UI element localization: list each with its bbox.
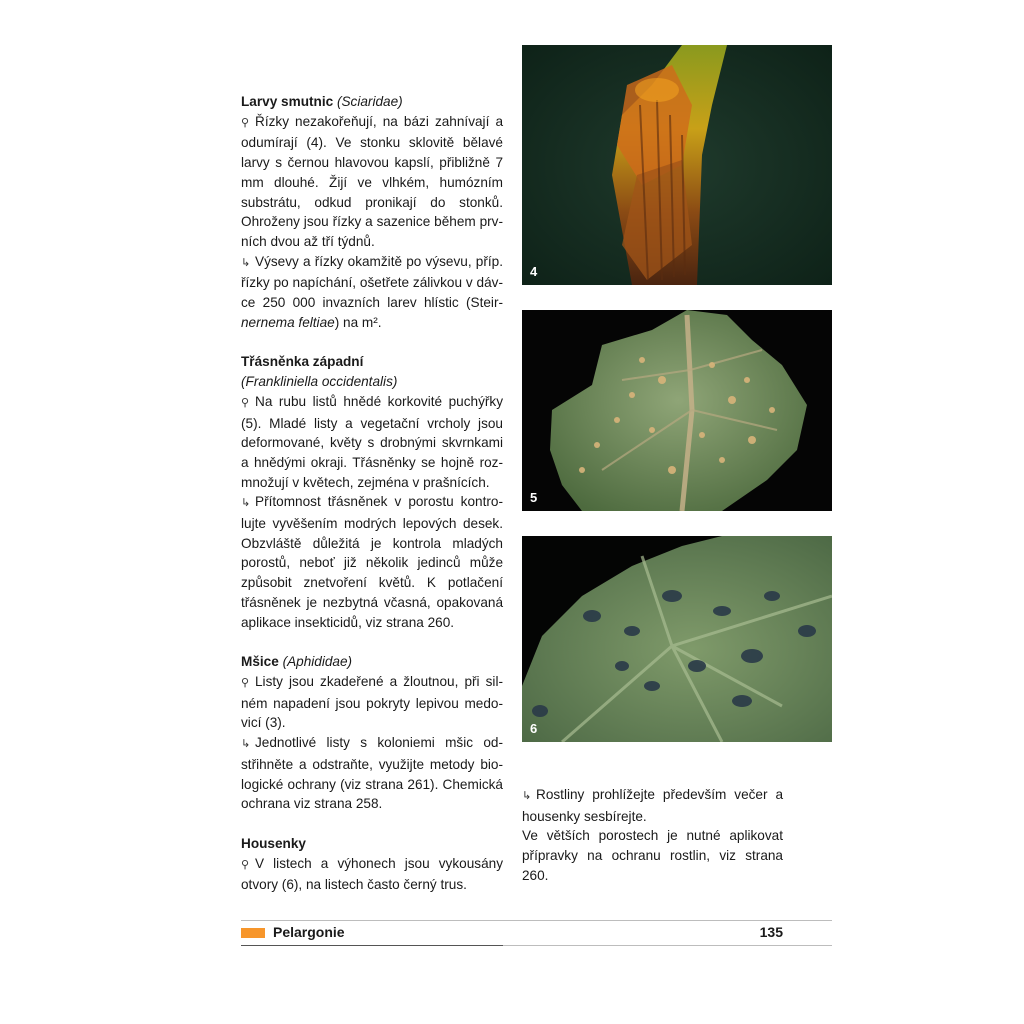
photo-number: 4 xyxy=(530,264,538,279)
remedy-paragraph: ↳ Výsevy a řízky okamžitě po výsevu, příp. řízky po napíchání, ošetřete zálivkou v dáv- ce 250 000 invazních larev hlístic (Steir-nernema feltiae) na m². xyxy=(241,253,503,330)
photo-caterpillar-leaf xyxy=(522,536,832,742)
photo-6-image xyxy=(522,536,832,742)
remedy-arrow-icon: ↳ xyxy=(241,256,251,269)
section-title: Mšice xyxy=(241,654,279,670)
remedy-paragraph: ↳ Přítomnost třásněnek v porostu kontro-lujte vyvěšením modrých lepových desek. Obzvláště důležitá je kontrola mladých porostů, neboť již několik jedinců může způsobit znetvoření květů. K potlačení třásněnek je nezbytná včasná, opakovaná aplikace insekticidů, viz strana 260. xyxy=(241,494,503,630)
magnifier-icon: ⚲ xyxy=(241,116,250,129)
section-title: Larvy smutnic xyxy=(241,94,334,109)
section-aphids xyxy=(241,652,503,814)
photo-number: 6 xyxy=(530,721,538,736)
magnifier-icon: ⚲ xyxy=(241,676,250,689)
section-latin-name: (Sciaridae) xyxy=(336,94,403,109)
running-title: Pelargonie xyxy=(273,924,345,940)
remedy-arrow-icon: ↳ xyxy=(241,738,251,751)
left-column xyxy=(241,92,503,895)
footer-rule-dark xyxy=(241,945,503,946)
footer-accent-bar xyxy=(241,928,265,938)
symptom-paragraph: ⚲ V listech a výhonech jsou vykousány otvory (6), na listech často černý trus. xyxy=(241,855,503,893)
photo-5-image xyxy=(522,310,832,511)
section-latin-name: (Aphididae) xyxy=(282,654,353,670)
section-latin-name: (Frankliniella occidentalis) xyxy=(241,374,398,390)
section-title: Třásněnka západní xyxy=(241,354,364,370)
page-footer xyxy=(241,920,832,947)
remedy-arrow-icon: ↳ xyxy=(241,497,251,510)
magnifier-icon: ⚲ xyxy=(241,858,250,871)
remedy-paragraph: ↳ Jednotlivé listy s koloniemi mšic od-střihněte a odstraňte, využijte metody bio-logické ochrany (viz strana 261). Chemická ochrana viz strana 258. xyxy=(241,735,503,812)
section-caterpillars xyxy=(241,834,503,895)
magnifier-icon: ⚲ xyxy=(241,396,250,409)
symptom-paragraph: ⚲ Řízky nezakořeňují, na bázi zahnívají a odumírají (4). Ve stonku sklovitě bělavé larvy s černou hlavovou kapslí, přibližně 7 mm dlouhé. Žijí ve vlhkém, humózním substrátu, odkud pronikají do stonků. Ohroženy jsou řízky a sazenice během prv-ních dvou až tří týdnů. xyxy=(241,113,503,249)
photo-4-image xyxy=(522,45,832,285)
section-title: Housenky xyxy=(241,835,306,851)
remedy-arrow-icon: ↳ xyxy=(522,790,532,802)
symptom-paragraph: ⚲ Listy jsou zkadeřené a žloutnou, při sil-ném napadení jsou pokryty lepivou medo-vicí (3). xyxy=(241,673,503,731)
page-number: 135 xyxy=(759,924,783,940)
symptom-paragraph: ⚲ Na rubu listů hnědé korkovité puchýřky (5). Mladé listy a vegetační vrcholy jsou deformované, květy s drobnými skvrnkami a hnědými okraji. Třásněnky se hojně roz-množují v květech, zejména v prašnících. xyxy=(241,393,503,490)
caterpillars-remedy: ↳ Rostliny prohlížejte především večer a housenky sesbírejte. Ve větších porostech je nutné aplikovat přípravky na ochranu rostlin, viz strana 260. xyxy=(522,787,783,883)
section-thrips xyxy=(241,352,503,632)
photo-rotting-cutting xyxy=(522,45,832,285)
photo-thrips-leaf xyxy=(522,310,832,511)
photo-number: 5 xyxy=(530,490,538,505)
section-sciaridae xyxy=(241,92,503,332)
remedy-paragraph: ↳ Rostliny prohlížejte především večer a housenky sesbírejte. xyxy=(522,787,783,824)
